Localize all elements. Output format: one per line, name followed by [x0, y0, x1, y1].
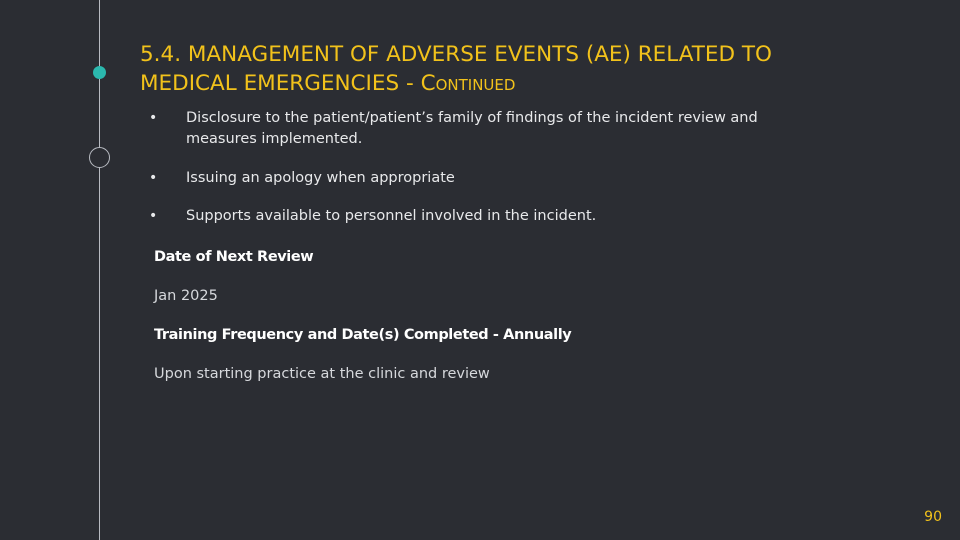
- next-review-value: Jan 2025: [154, 288, 218, 304]
- page-number: 90: [924, 509, 942, 525]
- bullet-list: [147, 108, 797, 227]
- training-frequency-label: Training Frequency and Date(s) Completed - Annually: [154, 327, 572, 343]
- title-continued: Continued: [420, 71, 516, 96]
- bullet-glyph: •: [149, 208, 158, 224]
- bullet-glyph: •: [149, 110, 158, 126]
- bullet-text: Disclosure to the patient/patient’s family of findings of the incident review and measures implemented.: [186, 110, 758, 147]
- bullet-item: [147, 168, 797, 189]
- bullet-text: Issuing an apology when appropriate: [186, 170, 455, 186]
- slide-title: [140, 40, 840, 98]
- title-main: 5.4. MANAGEMENT OF ADVERSE EVENTS (AE) RELATED TO MEDICAL EMERGENCIES -: [140, 42, 772, 96]
- timeline-ring-dot: [89, 147, 110, 168]
- bullet-text: Supports available to personnel involved in the incident.: [186, 208, 597, 224]
- bullet-item: [147, 206, 797, 227]
- bullet-glyph: •: [149, 170, 158, 186]
- bullet-item: [147, 108, 797, 150]
- training-frequency-value: Upon starting practice at the clinic and review: [154, 366, 490, 382]
- next-review-label: Date of Next Review: [154, 249, 314, 265]
- timeline-line: [99, 0, 100, 540]
- timeline-active-dot: [93, 66, 106, 79]
